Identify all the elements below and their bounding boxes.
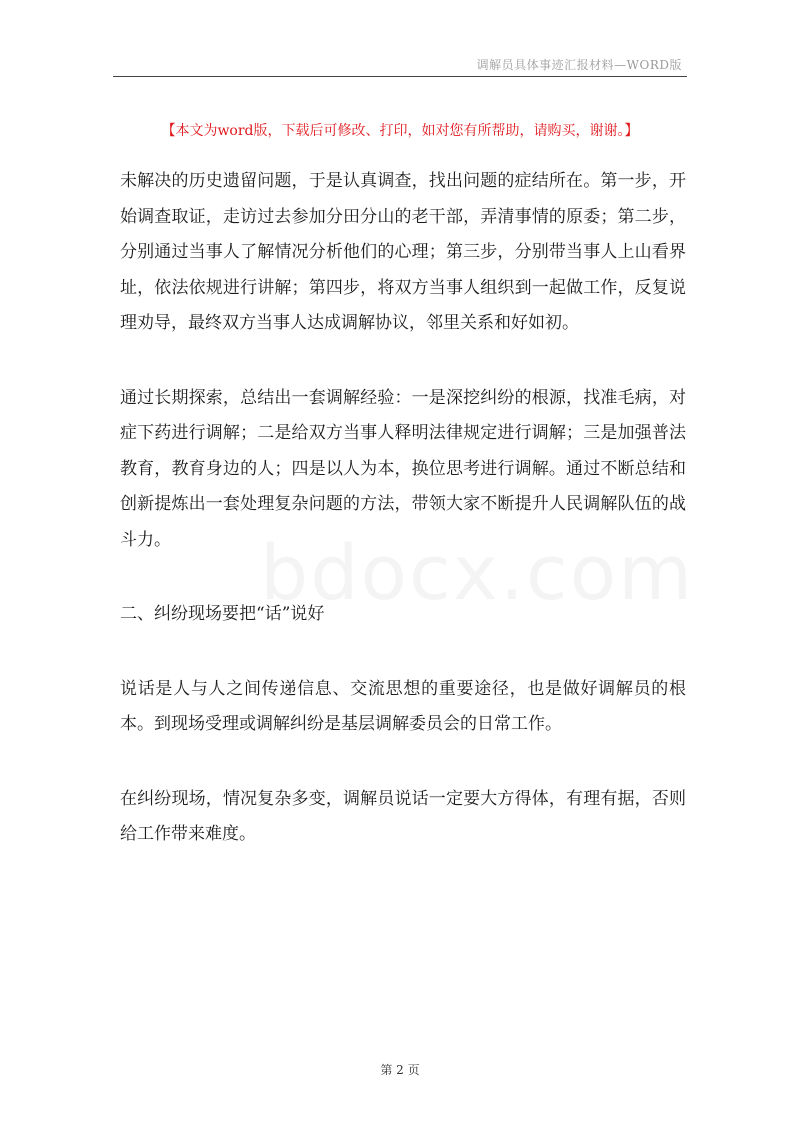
paragraph-spacer xyxy=(120,342,686,381)
download-notice: 【本文为word版，下载后可修改、打印，如对您有所帮助，请购买，谢谢。】 xyxy=(161,123,639,139)
header-divider xyxy=(113,76,687,77)
paragraph-spacer xyxy=(120,633,686,672)
paragraph-spacer xyxy=(120,743,686,782)
page-number: 第 2 页 xyxy=(380,1063,420,1077)
document-header-title: 调解员具体事迹汇报材料—WORD版 xyxy=(476,58,682,72)
document-body xyxy=(120,164,686,853)
section-heading: 二、纠纷现场要把“话”说好 xyxy=(120,604,325,624)
paragraph-1: 未解决的历史遗留问题，于是认真调查，找出问题的症结所在。第一步，开始调查取证，走访过去参加分田分山的老干部，弄清事情的原委；第二步，分别通过当事人了解情况分析他们的心理；第三步，分别带当事人上山看界址，依法依规进行讲解；第四步，将双方当事人组织到一起做工作，反复说理劝导，最终双方当事人达成调解协议，邻里关系和好如初。 xyxy=(120,171,686,333)
paragraph-4: 在纠纷现场，情况复杂多变，调解员说话一定要大方得体，有理有据，否则给工作带来难度。 xyxy=(120,788,686,844)
paragraph-2: 通过长期探索，总结出一套调解经验：一是深挖纠纷的根源，找准毛病，对症下药进行调解；二是给双方当事人释明法律规定进行调解；三是加强普法教育，教育身边的人；四是以人为本，换位思考进行调解。通过不断总结和创新提炼出一套处理复杂问题的方法，带领大家不断提升人民调解队伍的战斗力。 xyxy=(120,387,686,550)
paragraph-3: 说话是人与人之间传递信息、交流思想的重要途径，也是做好调解员的根本。到现场受理或调解纠纷是基层调解委员会的日常工作。 xyxy=(120,678,686,734)
paragraph-spacer xyxy=(120,558,686,597)
